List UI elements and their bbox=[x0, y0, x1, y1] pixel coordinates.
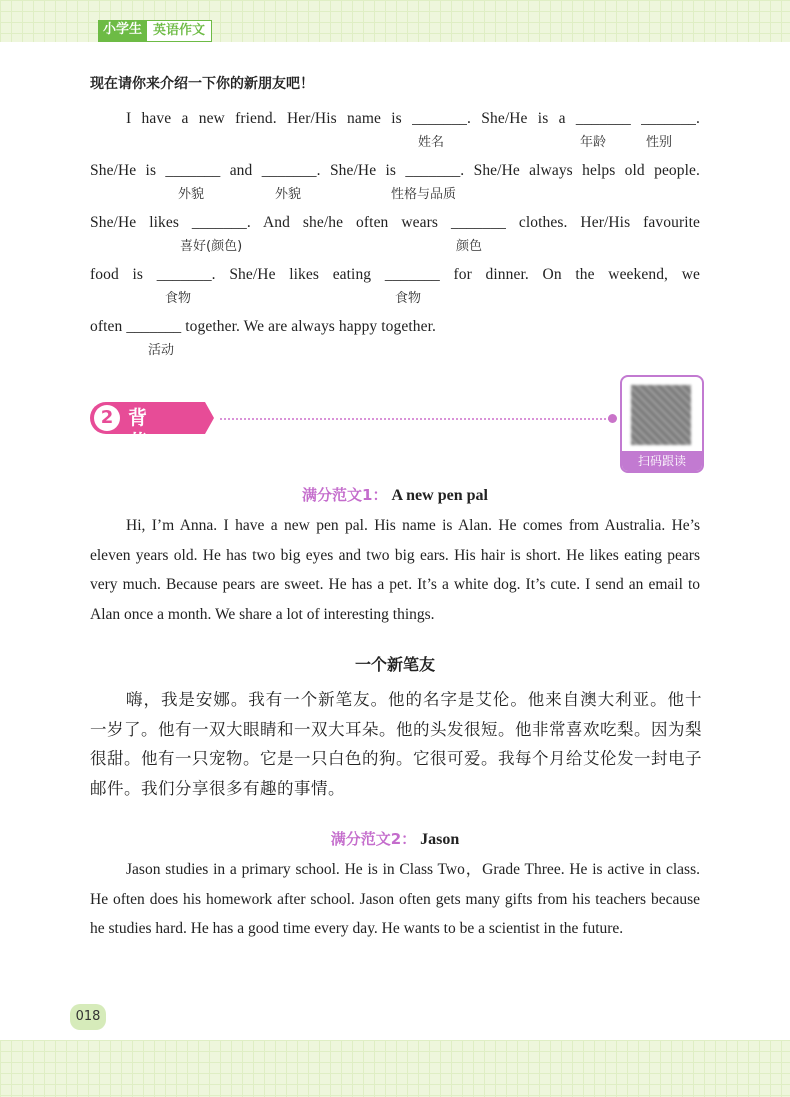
hint-activity: 活动 bbox=[148, 343, 175, 358]
footer-band bbox=[0, 1040, 790, 1097]
series-badge-secondary: 英语作文 bbox=[147, 20, 212, 42]
sample-1-cn-text: 嗨，我是安娜。我有一个新笔友。他的名字是艾伦。他来自澳大利亚。他十一岁了。他有一双大眼睛和一双大耳朵。他的头发很短。他非常喜欢吃梨。因为梨很甜。他有一只宠物。它是一只白色的狗。它很可爱。我每个月给艾伦发一封电子邮件。我们分享很多有趣的事情。 bbox=[90, 690, 702, 798]
sample-2-text: Jason studies in a primary school. He is in Class Two，Grade Three. He is active in class. He often does his homework after school. Jason often gets many gifts from his teachers because he studies hard. He has a good time every day. He wants to be a scientist in the future. bbox=[90, 861, 700, 937]
qr-label: 扫码跟读 bbox=[622, 451, 702, 471]
section-divider bbox=[220, 418, 610, 420]
hint-gender: 性别 bbox=[646, 135, 673, 150]
sample-2-heading bbox=[0, 828, 790, 849]
page-number: 018 bbox=[70, 1004, 106, 1030]
hint-food-2: 食物 bbox=[395, 291, 422, 306]
sample-1-text: Hi, I’m Anna. I have a new pen pal. His name is Alan. He comes from Australia. He’s eleven years old. He has two big eyes and two big ears. His hair is short. He likes eating pears very much. Because pears are sweet. He has a pet. It’s a white dog. It’s cute. I send an email to Alan once a month. We share a lot of interesting things. bbox=[90, 517, 700, 623]
sample-1-cn-title: 一个新笔友 bbox=[354, 655, 435, 674]
hint-hobby: 喜好(颜色) bbox=[180, 239, 243, 254]
template-line-1: I have a new friend. Her/His name is _______. She/He is a _______ _______. bbox=[126, 110, 700, 127]
section-divider-end bbox=[608, 414, 617, 423]
sample-1-label: 满分范文1： bbox=[302, 486, 388, 504]
sample-2-label: 满分范文2： bbox=[330, 830, 417, 848]
sample-2-title: Jason bbox=[420, 831, 460, 848]
hint-appearance-2: 外貌 bbox=[275, 187, 302, 202]
qr-code-icon[interactable] bbox=[631, 385, 691, 445]
hint-name: 姓名 bbox=[418, 135, 445, 150]
template-line-2: She/He is _______ and _______. She/He is _______. She/He always helps old people. bbox=[90, 162, 700, 179]
hint-appearance-1: 外貌 bbox=[178, 187, 205, 202]
sample-1-heading bbox=[0, 484, 790, 505]
exercise-instruction: 现在请你来介绍一下你的新朋友吧！ bbox=[90, 76, 314, 92]
hint-age: 年龄 bbox=[580, 135, 607, 150]
sample-1-title: A new pen pal bbox=[391, 487, 488, 504]
book-series-label bbox=[98, 20, 212, 42]
hint-character: 性格与品质 bbox=[391, 187, 457, 202]
hint-color: 颜色 bbox=[456, 239, 483, 254]
template-line-3: She/He likes _______. And she/he often wears _______ clothes. Her/His favourite bbox=[90, 214, 700, 231]
template-line-4: food is _______. She/He likes eating _______ for dinner. On the weekend, we bbox=[90, 266, 700, 283]
hint-food-1: 食物 bbox=[165, 291, 192, 306]
qr-code-panel[interactable] bbox=[620, 375, 704, 473]
section-title: 背范文 bbox=[128, 407, 150, 477]
template-line-5: often _______ together. We are always happy together. bbox=[90, 318, 436, 335]
series-badge-primary: 小学生 bbox=[98, 20, 147, 42]
section-number: 2 bbox=[94, 405, 120, 431]
